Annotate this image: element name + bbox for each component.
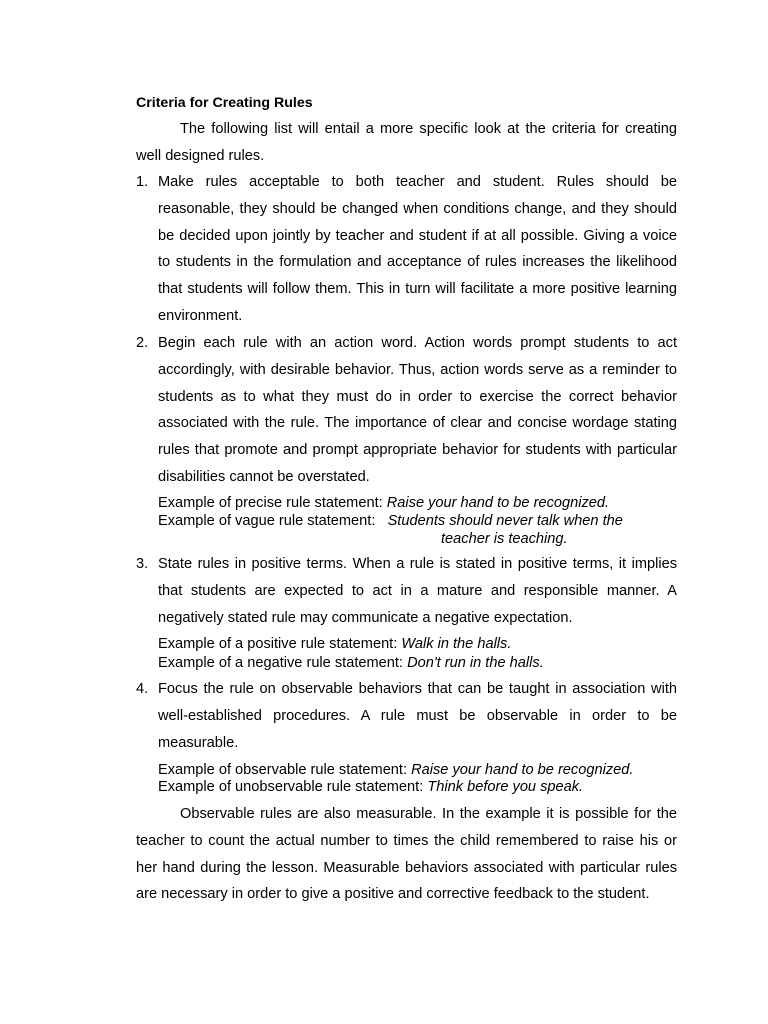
- list-item-text: Make rules acceptable to both teacher and student. Rules should be reasonable, they should be changed when conditions change, and they should be decided upon jointly by teacher and student if at all possible. Giving a voice to students in the formulation and acceptance of rules increases the likelihood that students will follow them. This in turn will facilitate a more positive learning environment.: [158, 174, 677, 324]
- example-unobservable-rule: [158, 778, 583, 796]
- example-label: Example of unobservable rule statement:: [158, 779, 424, 795]
- example-continuation: teacher is teaching.: [441, 531, 568, 547]
- list-item-text: Begin each rule with an action word. Action words prompt students to act accordingly, with desirable behavior. Thus, action words serve as a reminder to students as to what they must do in order to exercise the correct behavior associated with the rule. The importance of clear and concise wordage stating rules that promote and prompt appropriate behavior for students with particular disabilities cannot be overstated.: [158, 335, 677, 485]
- intro-paragraph: The following list will entail a more specific look at the criteria for creating well designed rules.: [136, 121, 677, 164]
- list-item-number: 1.: [136, 174, 149, 190]
- example-label: Example of precise rule statement:: [158, 495, 383, 511]
- list-item-number: 4.: [136, 681, 149, 697]
- list-item-number: 3.: [136, 556, 149, 572]
- list-item-text: Focus the rule on observable behaviors that can be taught in association with well-established procedures. A rule must be observable in order to be measurable.: [158, 681, 677, 751]
- example-positive-rule: [158, 635, 511, 653]
- example-label: Example of observable rule statement:: [158, 762, 408, 778]
- example-label: Example of a positive rule statement:: [158, 636, 398, 652]
- closing-paragraph: Observable rules are also measurable. In the example it is possible for the teacher to count the actual number to times the child remembered to raise his or her hand during the lesson. Measurable behaviors associated with particular rules are necessary in order to give a positive and corrective feedback to the student.: [136, 806, 677, 903]
- example-label: Example of vague rule statement:: [158, 513, 376, 529]
- example-precise-rule: [158, 494, 609, 512]
- example-negative-rule: [158, 654, 544, 672]
- page-title: Criteria for Creating Rules: [136, 95, 313, 111]
- example-vague-rule: [158, 512, 623, 530]
- example-text: Students should never talk when the: [387, 513, 623, 529]
- example-label: Example of a negative rule statement:: [158, 655, 403, 671]
- list-item-text: State rules in positive terms. When a rule is stated in positive terms, it implies that students are expected to act in a mature and responsible manner. A negatively stated rule may communicate a negative expectation.: [158, 556, 677, 626]
- example-text: Think before you speak.: [427, 779, 584, 795]
- example-text: Raise your hand to be recognized.: [411, 762, 634, 778]
- example-observable-rule: [158, 761, 633, 779]
- example-text: Raise your hand to be recognized.: [386, 495, 610, 511]
- example-text: Walk in the halls.: [401, 636, 512, 652]
- list-item-number: 2.: [136, 335, 149, 351]
- example-text: Don't run in the halls.: [407, 655, 544, 671]
